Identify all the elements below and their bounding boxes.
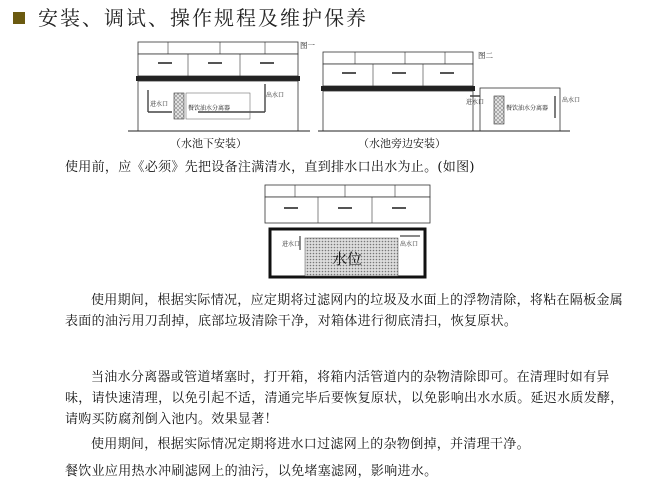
figure3-inlet-label: 进水口 <box>282 241 301 248</box>
figure1-outlet-label: 出水口 <box>266 92 285 99</box>
instruction-regular-cleaning: 使用期间，根据实际情况，应定期将过滤网内的垃圾及水面上的浮物清除，将粘在隔板金属表面的油污用刀刮掉，底部垃圾清除干净，对箱体进行彻底清扫，恢复原状。 <box>65 293 624 329</box>
figure2-device-label: 餐饮油水分离器 <box>506 105 549 112</box>
figure1-device-label: 餐饮油水分离器 <box>188 105 231 112</box>
figure1-inlet-label: 进水口 <box>150 101 169 108</box>
instruction-inlet-filter: 使用期间，根据实际情况定期将进水口过滤网上的杂物倒掉，并清理干净。 <box>91 437 530 452</box>
figure1-diagram <box>128 42 310 131</box>
instruction-hot-water-rinse: 餐饮业应用热水冲刷滤网上的油污，以免堵塞滤网，影响进水。 <box>65 464 438 479</box>
figure1-caption: （水池下安装） <box>170 137 247 150</box>
figure2-number: 图二 <box>478 51 493 60</box>
page-title: 安装、调试、操作规程及维护保养 <box>38 6 368 30</box>
figure3-water-level-label: 水位 <box>332 250 363 268</box>
figure2-outlet-label: 出水口 <box>562 97 581 104</box>
figure1-number: 图一 <box>300 41 315 50</box>
figure2-inlet-label: 进水口 <box>466 99 485 106</box>
figure2-caption: （水池旁边安装） <box>358 137 446 150</box>
instruction-blockage: 当油水分离器或管道堵塞时，打开箱，将箱内活管道内的杂物清除即可。在清理时如有异味，请快速清理，以免引起不适，清通完毕后要恢复原状，以免影响出水水质。延迟水质发酵，请购买防腐剂倒入池内。效果显著！ <box>65 370 624 427</box>
figure3-outlet-label: 出水口 <box>400 241 419 248</box>
instruction-fill-water: 使用前，应《必须》先把设备注满清水，直到排水口出水为止。(如图) <box>65 160 475 175</box>
figure2-diagram <box>318 52 570 131</box>
